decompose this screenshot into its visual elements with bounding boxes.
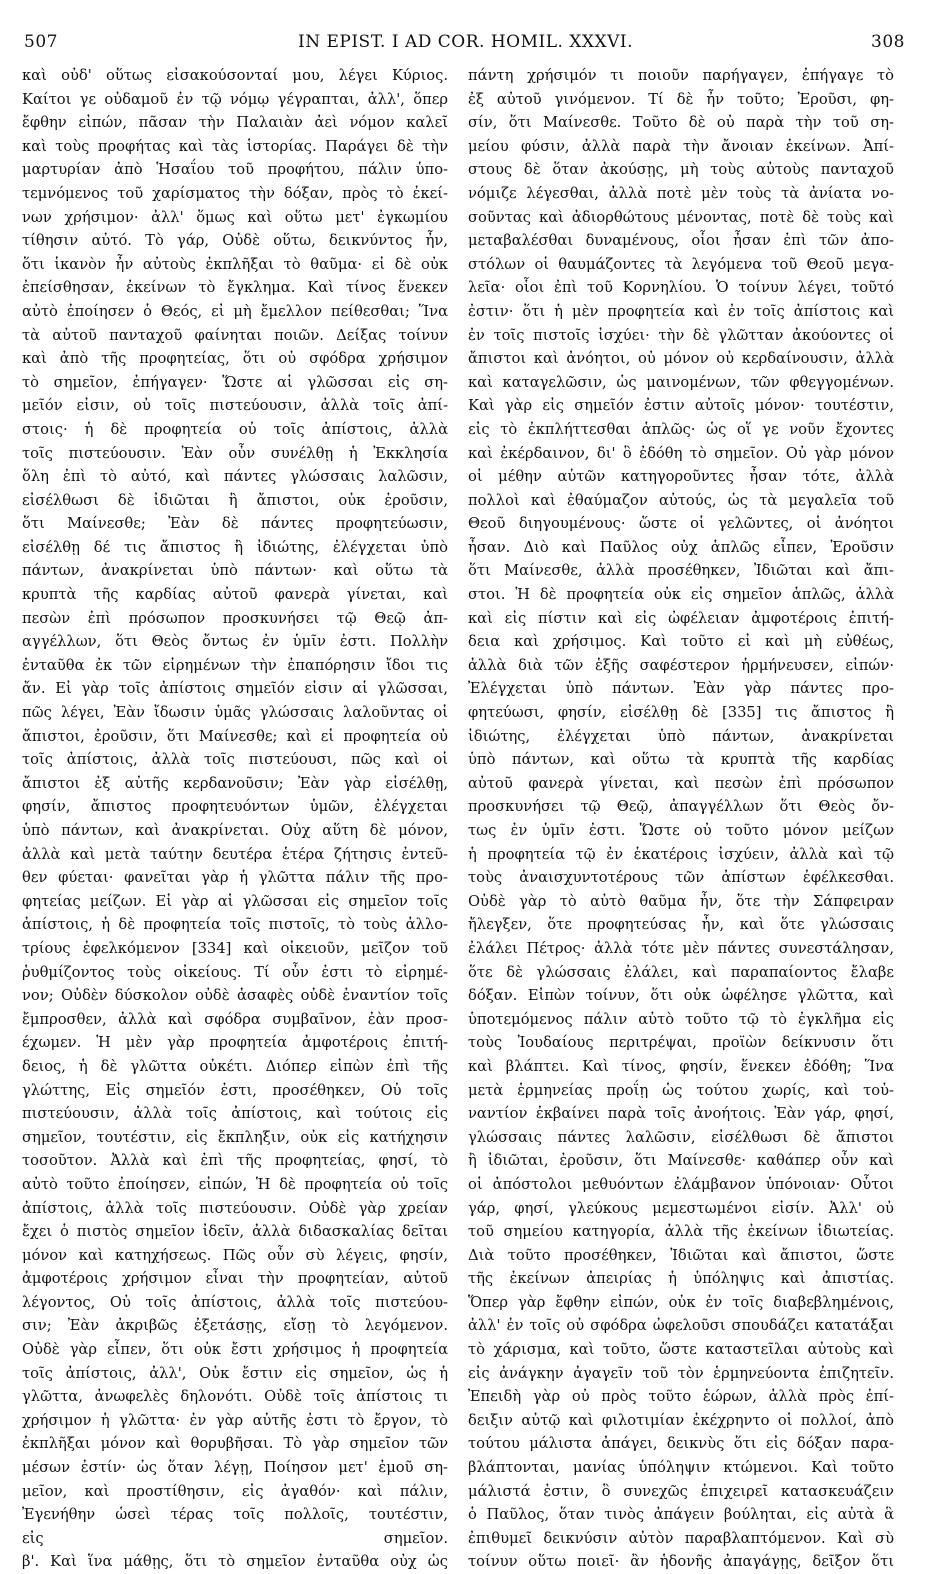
- text-line: εἰς τὸ ἐκπλήττεσθαι ἁπλῶς· ὡς οἵ γε νοῦν ἔχοντες: [468, 420, 894, 438]
- text-line: νόμιζε λέγεσθαι, ἀλλὰ ποτὲ μὲν τοὺς τὰ ἀνίατα νο-: [468, 184, 894, 202]
- page-header: [18, 32, 913, 58]
- text-line: πιστεύουσιν, ἀλλὰ τοῖς ἀπίστοις, καὶ τούτοις εἰς: [22, 1105, 448, 1123]
- text-line: Καὶ γὰρ εἰς σημεῖόν ἐστιν αὐτοῖς μόνον· τουτέστιν,: [468, 397, 894, 415]
- text-line: στοις· ἡ δὲ προφητεία οὐ τοῖς ἀπίστοις, ἀλλὰ: [22, 420, 448, 438]
- text-line: γλῶττα, ἀνωφελὲς δηλονότι. Οὐδὲ τοῖς ἀπίστοις τι: [22, 1388, 448, 1406]
- right-column: [468, 64, 894, 1574]
- text-line: αὐτὸ τοῦτο ἐποίησεν, εἰπών, Ἡ δὲ προφητεία οὐ τοῖς: [22, 1175, 448, 1193]
- text-line: τὸ χάρισμα, καὶ τοῦτο, ὥστε καταστεῖλαι αὐτοὺς καὶ: [468, 1341, 894, 1359]
- text-line: εἰσέλθῃ δέ τις ἄπιστος ἢ ἰδιώτης, ἐλέγχεται ὑπὸ: [22, 538, 448, 556]
- text-line: τῆς ἐκείνων ἀπειρίας ἡ ὑπόληψις καὶ ἀπιστίας.: [468, 1270, 894, 1288]
- text-line: Οὐδὲ γὰρ τὸ αὐτὸ θαῦμα ἦν, ὅτε τὴν Σάπφειραν: [468, 892, 894, 910]
- text-line: ἄπιστοι καὶ ἀνόητοι, οὐ μόνον οὐ κερδαίνουσιν, ἀλλὰ: [468, 350, 894, 368]
- text-line: καὶ καταγελῶσιν, ὡς μαινομένων, τῶν φθεγγομένων.: [468, 373, 894, 391]
- text-line: νον; Οὐδὲν δύσκολον οὐδὲ ἀσαφὲς οὐδὲ ἐναντίον τοῖς: [22, 987, 448, 1005]
- text-line: τὰ αὐτοῦ πανταχοῦ φαίνηται ποιῶν. Δείξας τοίνυν: [22, 326, 448, 344]
- text-line: τοῖς ἀπίστοις, ἀλλὰ τοῖς πιστεύουσι, πῶς καὶ οἱ: [22, 751, 448, 769]
- text-line: ἄν. Εἰ γὰρ τοῖς ἀπίστοις σημεῖόν εἰσιν αἱ γλῶσσαι,: [22, 680, 448, 698]
- text-line: ὑπὸ πάντων, καὶ ἀνακρίνεται. Οὐχ αὕτη δὲ μόνον,: [22, 822, 448, 839]
- text-line: τοσοῦτον. Ἀλλὰ καὶ ἐπὶ τῆς προφητείας, φησί, τὸ: [22, 1152, 448, 1170]
- text-line: εἰσέλθωσι δὲ ἰδιῶται ἢ ἄπιστοι, οὐκ ἐροῦσιν,: [22, 491, 448, 509]
- text-line: ἔφθην εἰπών, πᾶσαν τὴν Παλαιὰν ἀεὶ νόμον καλεῖ: [22, 114, 448, 132]
- text-line: β'. Καὶ ἵνα μάθῃς, ὅτι τὸ σημεῖον ἐνταῦθα οὐχ ὡς: [22, 1553, 448, 1571]
- text-line: ἐν τοῖς πιστοῖς ἰσχύει· τὴν δὲ γλῶτταν ἀκούοντες οἱ: [468, 326, 894, 344]
- text-line: μαρτυρίαν ἀπὸ Ἡσαΐου τοῦ προφήτου, πάλιν ὑπο-: [22, 161, 448, 179]
- text-line: ἀπίστοις, ἡ δὲ προφητεία τοῖς πιστοῖς, τὸ τοὺς ἀλλο-: [22, 916, 448, 934]
- text-line: ὅτε δὲ γλώσσαις ἐλάλει, καὶ παραπαίοντος ἔλαβε: [468, 963, 894, 981]
- text-line: φητεύωσι, φησίν, εἰσέλθῃ δὲ [335] τις ἄπιστος ἢ: [468, 704, 894, 722]
- text-line: στους δὲ ὅταν ἀκούσῃς, μὴ τοὺς αὐτοὺς πανταχοῦ: [468, 161, 894, 179]
- text-line: ὅτι ἱκανὸν ἦν αὐτοὺς ἐκπλῆξαι τὸ θαῦμα· εἰ δὲ οὐκ: [22, 255, 448, 273]
- text-line: τοὺς Ἰουδαίους περιτρέψαι, προϊὼν δείκνυσιν ὅτι: [468, 1034, 894, 1052]
- text-line: μέσων ἐστίν· ὡς ὅταν λέγῃ, Ποίησον μετ' ἐμοῦ ση-: [22, 1459, 448, 1477]
- text-line: ὁ Παῦλος, ὅταν τινὸς ἀπάγειν βούληται, εἰς αὐτὰ ἃ: [468, 1506, 894, 1524]
- text-line: ἀλλ' ἐν τοῖς οὐ σφόδρα ὠφελοῦσι σπουδάζει κατατάξαι: [468, 1317, 894, 1335]
- text-line: ἔχει ὁ πιστὸς σημεῖον ἰδεῖν, ἀλλὰ διδασκαλίας δεῖται: [22, 1223, 448, 1241]
- text-line: μεῖον, καὶ προστίθησιν, εἰς ἀγαθόν· καὶ πάλιν,: [22, 1482, 448, 1500]
- text-line: πῶς λέγει, Ἐὰν ἴδωσιν ὑμᾶς γλώσσαις λαλοῦντας οἱ: [22, 704, 448, 722]
- text-line: ἀλλὰ διὰ τῶν ἑξῆς σαφέστερον ἡρμήνευσεν, εἰπών·: [468, 656, 894, 674]
- text-line: τοῖς ἀπίστοις, ἀλλ', Οὐκ ἔστιν εἰς σημεῖον, ὡς ἡ: [22, 1364, 448, 1382]
- text-line: μεταβαλέσθαι δυναμένους, οἷοι ἦσαν ἐπὶ τῶν ἀπο-: [468, 232, 894, 250]
- text-line: στόλων οἱ θαυμάζοντες τὰ λεγόμενα τοῦ Θεοῦ μεγα-: [468, 255, 894, 273]
- text-line: Οὐδὲ γὰρ εἶπεν, ὅτι οὐκ ἔστι χρήσιμος ἡ προφητεία: [22, 1341, 448, 1359]
- text-line: ναντίον ἐκβαίνει παρὰ τοῖς ἀνοήτοις. Ἐὰν γάρ, φησί,: [468, 1105, 894, 1123]
- text-line: μεῖόν εἰσιν, οὐ τοῖς πιστεύουσιν, ἀλλὰ τοῖς ἀπί-: [22, 397, 448, 415]
- text-line: ὅτι Μαίνεσθε, ἀλλὰ προσέθηκεν, Ἰδιῶται καὶ ἄπι-: [468, 562, 894, 580]
- text-line: ῥυθμίζοντος τοὺς οἰκείους. Τί οὖν ἐστι τὸ εἰρημέ-: [22, 963, 448, 981]
- page-number-left: 507: [24, 32, 58, 52]
- text-line: βλάπτονται, μανίας ὑπόληψιν κτώμενοι. Καὶ τοῦτο: [468, 1459, 894, 1477]
- text-line: ἰδιώτης, ἐλέγχεται ὑπὸ πάντων, ἀνακρίνεται: [468, 727, 894, 745]
- text-line: σημεῖον, τουτέστιν, εἰς ἔκπληξιν, οὐκ εἰς κατήχησιν: [22, 1128, 448, 1146]
- text-line: εἰς σημεῖον.: [22, 1529, 448, 1547]
- text-line: καὶ οὐδ' οὕτως εἰσακούσονταί μου, λέγει Κύριος.: [22, 67, 448, 84]
- text-line: ἐπείσθησαν, ἐκείνων τὸ ἔγκλημα. Καὶ τίνος ἕνεκεν: [22, 279, 448, 297]
- text-line: Ἐλέγχεται ὑπὸ πάντων. Ἐὰν γὰρ πάντες προ-: [468, 680, 894, 698]
- text-line: ἐκπλῆξαι μόνον καὶ θορυβῆσαι. Τὸ γὰρ σημεῖον τῶν: [22, 1435, 448, 1453]
- text-line: προσκυνήσει τῷ Θεῷ, ἀπαγγέλλων ὅτι Θεὸς ὄν-: [468, 798, 894, 816]
- text-line: πάντων, ἀνακρίνεται ὑπὸ πάντων· καὶ οὕτω τὰ: [22, 562, 448, 580]
- text-line: μείου φύσιν, ἀλλὰ παρὰ τὴν ἄνοιαν ἐκείνων. Ἀπί-: [468, 137, 894, 155]
- text-line: τοὺς ἀναισχυντοτέρους τῶν ἀπίστων ἐφέλκεσθαι.: [468, 869, 894, 887]
- text-line: φητείας μείζων. Εἰ γὰρ αἱ γλῶσσαι εἰς σημεῖον τοῖς: [22, 892, 448, 910]
- text-line: ἦσαν. Διὸ καὶ Παῦλος οὐχ ἁπλῶς εἶπεν, Ἐροῦσιν: [468, 538, 894, 556]
- text-line: μάλιστά ἐστιν, ὃ συνεχῶς ἐπιχειρεῖ κατασκευάζειν: [468, 1482, 894, 1500]
- text-line: στοι. Ἡ δὲ προφητεία οὐκ εἰς σημεῖον ἁπλῶς, ἀλλὰ: [468, 586, 894, 604]
- text-line: ἐπιθυμεῖ δεικνύσιν αὐτὸν παραβλαπτόμενον. Καὶ σὺ: [468, 1529, 894, 1547]
- text-line: νων χρήσιμον· ἀλλ' ὅμως καὶ οὕτω μετ' ἐγκωμίου: [22, 208, 448, 226]
- text-line: τως ἐν ὑμῖν ἐστι. Ὥστε οὐ τοῦτο μόνον μείζων: [468, 822, 894, 839]
- text-line: φησίν, ἄπιστος προφητευόντων ὑμῶν, ἐλέγχεται: [22, 798, 448, 816]
- text-line: ἐξ αὐτοῦ γινόμενον. Τί δὲ ἦν τοῦτο; Ἐροῦσι, φη-: [468, 90, 894, 108]
- page-number-right: 308: [871, 32, 905, 52]
- text-line: πολλοὶ καὶ ἐθαύμαζον αὐτούς, ὡς τὰ μεγαλεῖα τοῦ: [468, 491, 894, 509]
- text-line: ἀλλὰ καὶ μετὰ ταύτην δευτέρα ἑτέρα ζήτησις ἐντεῦ-: [22, 845, 448, 863]
- text-line: ἐνταῦθα ἐκ τῶν εἰρημένων τὴν ἐπαπόρησιν ἴδοι τις: [22, 656, 448, 674]
- text-line: καὶ ἀπὸ τῆς προφητείας, ὅτι οὐ σφόδρα χρήσιμον: [22, 350, 448, 368]
- text-line: ἀπίστοις, ἀλλὰ τοῖς πιστεύουσιν. Οὐδὲ γὰρ χρείαν: [22, 1199, 448, 1217]
- text-line: σοῦντας καὶ ἀδιορθώτους μένοντας, ποτὲ δὲ τοὺς καὶ: [468, 208, 894, 226]
- text-line: δειος, ἡ δὲ γλῶττα οὐκέτι. Διόπερ εἰπὼν ἐπὶ τῆς: [22, 1057, 448, 1075]
- text-line: οἱ ἀπόστολοι μεθυόντων ἐλάμβανον ὑπόνοιαν· Οὗτοι: [468, 1175, 894, 1193]
- text-line: ὑπὸ πάντων, καὶ οὕτω τὰ κρυπτὰ τῆς καρδίας: [468, 751, 894, 769]
- text-line: ἔμπροσθεν, ἀλλὰ καὶ σφόδρα συμβαῖνον, ἐὰν προσ-: [22, 1010, 448, 1028]
- text-line: ἢ ἰδιῶται, ἐροῦσιν, ὅτι Μαίνεσθε· καθάπερ οὖν καὶ: [468, 1152, 894, 1170]
- text-line: λεῖα· οἷοι ἐπὶ τοῦ Κορνηλίου. Ὁ τοίνυν λέγει, τοῦτό: [468, 279, 894, 297]
- text-line: σίν, ὅτι Μαίνεσθε. Τοῦτο δὲ οὐ παρὰ τὴν τοῦ ση-: [468, 114, 894, 132]
- text-line: ἤλεγξεν, ὅτε προφητεύσας ἦν, καὶ ὅτε γλώσσαις: [468, 916, 894, 934]
- text-line: καὶ ἐκέρδαινον, δι' ὃ ἐδόθη τὸ σημεῖον. Οὐ γὰρ μόνον: [468, 444, 894, 462]
- text-line: ὑποτεμόμενος πάλιν αὐτὸ τοῦτο τῷ τὸ ἐγκλῆμα εἰς: [468, 1010, 894, 1028]
- text-line: ἡ προφητεία τῷ ἐν ἑκατέροις ἰσχύειν, ἀλλὰ καὶ τῷ: [468, 845, 894, 863]
- text-line: αὐτὸ ἐποίησεν ὁ Θεός, εἰ μὴ ἔμελλον πείθεσθαι; Ἵνα: [22, 302, 448, 320]
- left-column: [22, 64, 448, 1574]
- text-line: καὶ εἰς πίστιν καὶ εἰς ὠφέλειαν ἀμφοτέροις ἐπιτή-: [468, 609, 894, 627]
- text-line: Διὰ τοῦτο προσέθηκεν, Ἰδιῶται καὶ ἄπιστοι, ὥστε: [468, 1246, 894, 1264]
- text-line: ὅτι Μαίνεσθε; Ἐὰν δὲ πάντες προφητεύωσιν,: [22, 515, 448, 533]
- text-line: γλώττης, Εἰς σημεῖόν ἐστι, προσέθηκεν, Οὐ τοῖς: [22, 1081, 448, 1099]
- text-line: τὸ σημεῖον, ἐπήγαγεν· Ὥστε αἱ γλῶσσαι εἰς ση-: [22, 373, 448, 391]
- running-title: IN EPIST. I AD COR. HOMIL. XXXVI.: [297, 32, 634, 52]
- text-line: σιν; Ἐὰν ἀκριβῶς ἐξετάσῃς, εἴσῃ τὸ λεγόμενον.: [22, 1317, 448, 1335]
- text-line: δεια καὶ χρήσιμος. Καὶ τοῦτο εἰ καὶ μὴ εὐθέως,: [468, 633, 894, 651]
- text-line: ἄπιστοι ἐξ αὐτῆς κερδανοῦσιν; Ἐὰν γὰρ εἰσέλθῃ,: [22, 774, 448, 792]
- text-line: έχωμεν. Ἡ μὲν γὰρ προφητεία ἀμφοτέροις ἐπιτή-: [22, 1034, 448, 1052]
- text-line: θεν φύεται· φανεῖται γὰρ ἡ γλῶττα πάλιν τῆς προ-: [22, 869, 448, 887]
- text-line: πεσὼν ἐπὶ πρόσωπον προσκυνήσει τῷ Θεῷ ἀπ-: [22, 609, 448, 627]
- text-line: Καίτοι γε οὐδαμοῦ ἐν τῷ νόμῳ γέγραπται, ἀλλ', ὅπερ: [22, 90, 448, 108]
- text-line: τοῖς πιστεύουσιν. Ἐὰν οὖν συνέλθῃ ἡ Ἐκκλησία: [22, 444, 448, 462]
- text-line: χρήσιμον ἡ γλῶττα· ἐν γὰρ αὐτῆς ἐστι τὸ ἔργον, τὸ: [22, 1411, 448, 1429]
- text-line: καὶ βλάπτει. Καὶ τίνος, φησίν, ἕνεκεν ἐδόθη; Ἵνα: [468, 1057, 894, 1075]
- text-line: εἰς ἀνάγκην ἀγαγεῖν τοῦ τὸν ἑρμηνεύοντα ἐπιζητεῖν.: [468, 1364, 894, 1382]
- text-line: Ἐγενήθην ὡσεὶ τέρας τοῖς πολλοῖς, τουτέστιν,: [22, 1506, 448, 1524]
- text-line: τούτου μάλιστα ἀπάγει, δεικνὺς ὅτι εἰς δόξαν παρα-: [468, 1435, 894, 1453]
- text-line: ἀμφοτέροις χρήσιμον εἶναι τὴν προφητείαν, αὐτοῦ: [22, 1270, 448, 1288]
- text-line: δόξαν. Εἰπὼν τοίνυν, ὅτι οὐκ ὠφέλησε γλῶττα, καὶ: [468, 987, 894, 1005]
- text-line: τίθησιν αὐτό. Τὸ γάρ, Οὐδὲ οὕτω, δεικνύντος ἦν,: [22, 232, 448, 250]
- text-line: κρυπτὰ τῆς καρδίας αὐτοῦ φανερὰ γίνεται, καὶ: [22, 586, 448, 604]
- text-line: οἱ μέθην αὐτῶν κατηγοροῦντες ἦσαν τότε, ἀλλὰ: [468, 468, 894, 486]
- text-line: ἄπιστοι, ἐροῦσιν, ὅτι Μαίνεσθε; καὶ εἰ προφητεία οὐ: [22, 727, 448, 745]
- text-line: μόνον καὶ κατηχήσεως. Πῶς οὖν σὺ λέγεις, φησίν,: [22, 1246, 448, 1264]
- text-line: αὐτοῦ φανερὰ γίνεται, καὶ πεσὼν ἐπὶ πρόσωπον: [468, 774, 894, 792]
- text-line: Θεοῦ διηγουμένους· ὥστε οἱ γελῶντες, οἱ ἀνόητοι: [468, 515, 894, 533]
- text-line: Ὅπερ γὰρ ἔφθην εἰπών, οὐκ ἐν τοῖς διαβεβλημένοις,: [468, 1293, 894, 1311]
- text-line: ἐλάλει Πέτρος· ἀλλὰ τότε μὲν πάντες συνεστάλησαν,: [468, 939, 894, 957]
- text-line: μετὰ ἑρμηνείας προΐῃ ὡς τούτου χωρίς, καὶ τοὐ-: [468, 1081, 894, 1099]
- text-line: λέγοντος, Οὐ τοῖς ἀπίστοις, ἀλλὰ τοῖς πιστεύου-: [22, 1293, 448, 1311]
- text-line: ὅλη ἐπὶ τὸ αὐτό, καὶ πάντες γλώσσαις λαλῶσιν,: [22, 468, 448, 486]
- text-line: αγγέλλων, ὅτι Θεὸς ὄντως ἐν ὑμῖν ἐστι. Πολλὴν: [22, 633, 448, 651]
- text-line: ἐστιν· ὅτι ἡ μὲν προφητεία καὶ ἐν τοῖς ἀπίστοις καὶ: [468, 302, 894, 320]
- text-line: τεμνόμενος τοῦ χαρίσματος τὴν δόξαν, πρὸς τὸ ἐκεί-: [22, 184, 448, 202]
- text-line: τρίους ἐφελκόμενον [334] καὶ οἰκειοῦν, μεῖζον τοῦ: [22, 939, 448, 957]
- text-line: δειξιν αὐτῷ καὶ φιλοτιμίαν ἐκέχρηντο οἱ πολλοί, ἀπὸ: [468, 1411, 894, 1429]
- text-line: τοῦ σημείου κατηγορία, ἀλλὰ τῆς ἐκείνων ἰδιωτείας.: [468, 1223, 894, 1241]
- text-line: Ἐπειδὴ γὰρ οὐ πρὸς τοῦτο ἑώρων, ἀλλὰ πρὸς ἐπί-: [468, 1388, 894, 1406]
- text-line: καὶ τοὺς προφήτας καὶ τὰς ἱστορίας. Παράγει δὲ τὴν: [22, 137, 448, 155]
- text-line: τοίνυν οὕτω ποιεῖ· ἂν ἡδονῆς ἀπαγάγῃς, δεῖξον ὅτι: [468, 1553, 894, 1571]
- text-line: πάντη χρήσιμόν τι ποιοῦν παρήγαγεν, ἐπήγαγε τὸ: [468, 67, 894, 84]
- text-line: γάρ, φησί, γλεύκους μεμεστωμένοι εἰσίν. Ἀλλ' οὐ: [468, 1199, 894, 1217]
- text-line: γλώσσαις πάντες λαλῶσιν, εἰσέλθωσι δὲ ἄπιστοι: [468, 1128, 894, 1146]
